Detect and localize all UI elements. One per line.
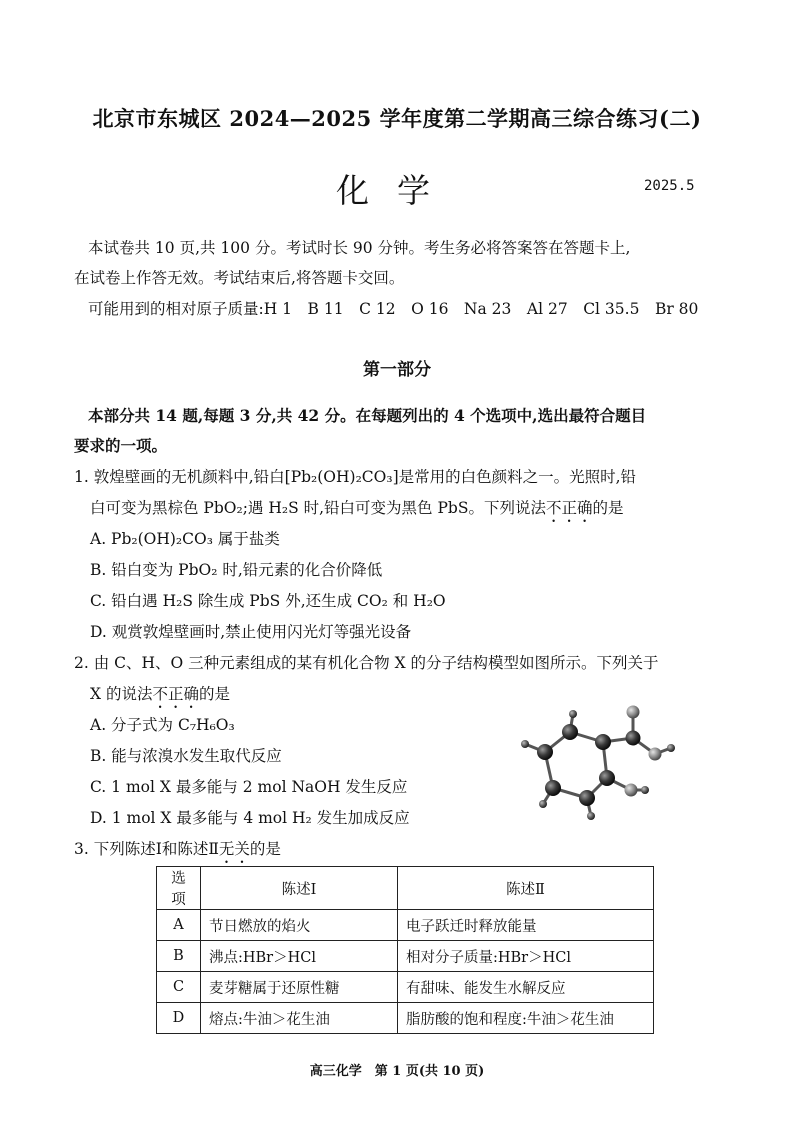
q1-option-d: D. 观赏敦煌壁画时,禁止使用闪光灯等强光设备 (90, 623, 412, 641)
q2-option-b: B. 能与浓溴水发生取代反应 (90, 747, 282, 765)
q3-stem-text: 3. 下列陈述Ⅰ和陈述Ⅱ (74, 840, 219, 858)
molecule-model-image (515, 700, 715, 830)
q1-stem-text: 白可变为黑棕色 PbO₂;遇 H₂S 时,铅白可变为黑色 PbS。下列说法 (90, 499, 546, 517)
table-cell-statement-1: 熔点:牛油＞花生油 (201, 1003, 398, 1034)
q2-stem-end: 的是 (198, 685, 230, 703)
table-row (157, 910, 654, 941)
table-header-option: 选项 (157, 867, 201, 910)
table-row (157, 972, 654, 1003)
q3-table (156, 866, 654, 1034)
molecule-bonds (525, 712, 671, 816)
q1-option-a: A. Pb₂(OH)₂CO₃ 属于盐类 (90, 530, 280, 548)
q2-stem-text: X 的说法 (90, 685, 153, 703)
q1-emphasis: 不正确 (545, 499, 593, 517)
instructions-line-2: 在试卷上作答无效。考试结束后,将答题卡交回。 (74, 269, 405, 287)
page-footer: 高三化学 第 1 页(共 10 页) (309, 1064, 485, 1079)
table-row (157, 1003, 654, 1034)
table-cell-option: C (157, 972, 201, 1003)
q1-option-c: C. 铅白遇 H₂S 除生成 PbS 外,还生成 CO₂ 和 H₂O (90, 592, 446, 610)
q3-stem-end: 的是 (249, 840, 281, 858)
table-cell-option: A (157, 910, 201, 941)
q2-stem-line-1: 2. 由 C、H、O 三种元素组成的某有机化合物 X 的分子结构模型如图所示。下列关于 (74, 654, 659, 672)
table-header-row (157, 867, 654, 910)
q2-stem-line-2 (90, 682, 230, 712)
part-heading: 第一部分 (363, 360, 431, 380)
q2-option-c: C. 1 mol X 最多能与 2 mol NaOH 发生反应 (90, 778, 408, 796)
q1-stem-line-2 (90, 496, 623, 526)
table-cell-statement-1: 麦芽糖属于还原性糖 (201, 972, 398, 1003)
exam-date: 2025.5 (644, 178, 695, 194)
subject-title: 化学 (336, 171, 458, 210)
q2-option-a: A. 分子式为 C₇H₆O₃ (90, 716, 235, 734)
exam-title: 北京市东城区 2024—2025 学年度第二学期高三综合练习(二) (92, 106, 702, 131)
q1-stem-line-1: 1. 敦煌壁画的无机颜料中,铅白[Pb₂(OH)₂CO₃]是常用的白色颜料之一。光照时,铅 (74, 468, 637, 486)
q2-emphasis: 不正确 (152, 685, 199, 703)
table-cell-statement-2: 脂肪酸的饱和程度:牛油＞花生油 (398, 1003, 654, 1034)
molecule-atoms (521, 706, 675, 821)
table-row (157, 941, 654, 972)
table-cell-statement-2: 电子跃迁时释放能量 (398, 910, 654, 941)
part-intro-line-2: 要求的一项。 (74, 436, 168, 455)
q2-option-d: D. 1 mol X 最多能与 4 mol H₂ 发生加成反应 (90, 809, 410, 827)
table-header-statement-1: 陈述Ⅰ (201, 867, 398, 910)
q3-emphasis: 无关 (218, 840, 250, 858)
q3-stem (74, 837, 281, 867)
part-intro-line-1: 本部分共 14 题,每题 3 分,共 42 分。在每题列出的 4 个选项中,选出最符合题目 (88, 406, 647, 425)
table-cell-option: B (157, 941, 201, 972)
table-cell-statement-1: 节日燃放的焰火 (201, 910, 398, 941)
table-header-statement-2: 陈述Ⅱ (398, 867, 654, 910)
q1-option-b: B. 铅白变为 PbO₂ 时,铅元素的化合价降低 (90, 561, 383, 579)
table-cell-option: D (157, 1003, 201, 1034)
table-cell-statement-2: 有甜味、能发生水解反应 (398, 972, 654, 1003)
atomic-masses: 可能用到的相对原子质量:H 1 B 11 C 12 O 16 Na 23 Al 27 Cl 35.5 Br 80 (88, 300, 699, 318)
instructions-line-1: 本试卷共 10 页,共 100 分。考试时长 90 分钟。考生务必将答案答在答题卡上, (88, 239, 631, 257)
q1-stem-end: 的是 (592, 499, 624, 517)
table-cell-statement-1: 沸点:HBr＞HCl (201, 941, 398, 972)
table-cell-statement-2: 相对分子质量:HBr＞HCl (398, 941, 654, 972)
